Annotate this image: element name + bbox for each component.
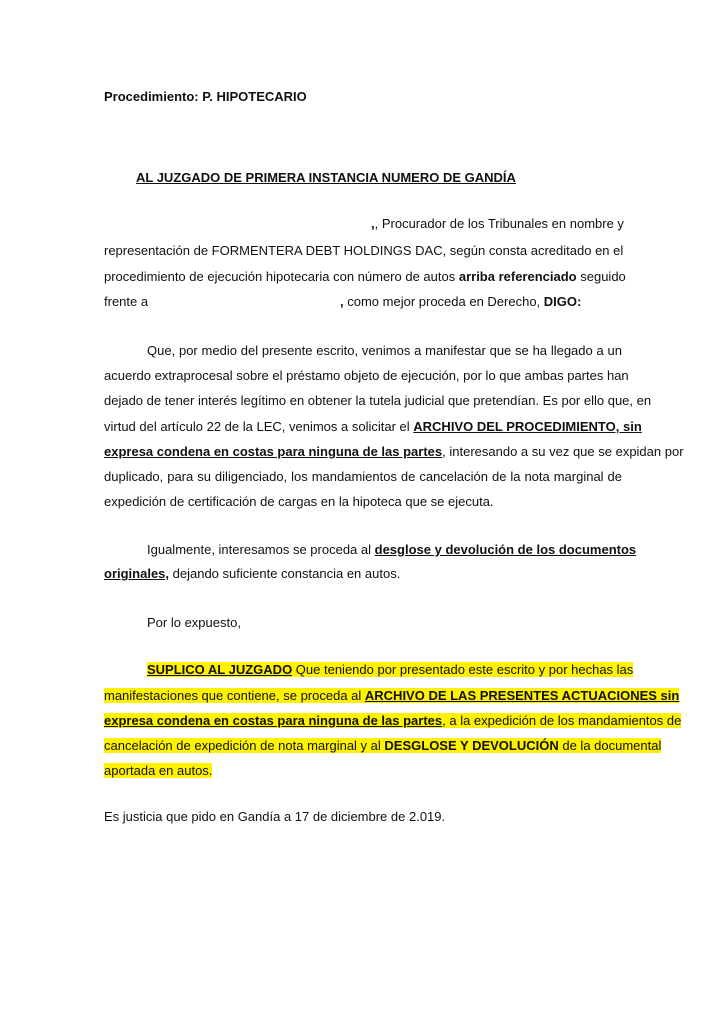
supplica-costs-clause: expresa condena en costas para ninguna de las partes bbox=[104, 713, 443, 728]
para1-line-5 bbox=[104, 444, 684, 460]
costs-clause: expresa condena en costas para ninguna de las partes bbox=[104, 444, 443, 459]
supplica-line-5-text: aportada en autos. bbox=[104, 763, 213, 778]
supplica-line-2a: manifestaciones que contiene, se proceda al bbox=[104, 688, 365, 703]
para2-line-1a: Igualmente, interesamos se proceda al bbox=[147, 542, 375, 557]
supplica-line-3 bbox=[104, 713, 682, 729]
para2-line-1 bbox=[147, 542, 637, 558]
para1-line-4 bbox=[104, 419, 642, 435]
court-title: AL JUZGADO DE PRIMERA INSTANCIA NUMERO DE GANDÍA bbox=[136, 170, 516, 185]
supplica-line-1b: Que teniendo por presentado este escrito y por hechas las bbox=[292, 662, 634, 677]
archive-request: ARCHIVO DEL PROCEDIMIENTO, sin bbox=[413, 419, 642, 434]
procedure-label: Procedimiento: bbox=[104, 89, 199, 104]
para1-line-1: Que, por medio del presente escrito, venimos a manifestar que se ha llegado a un bbox=[147, 343, 622, 358]
para1-line-3: dejado de tener interés legítimo en obtener la tutela judicial que pretendían. Es por ello que, en bbox=[104, 393, 652, 408]
intro-bold-ref: arriba referenciado bbox=[458, 269, 577, 284]
intro-line-4a: frente a bbox=[104, 294, 149, 309]
supplica-line-5 bbox=[104, 763, 622, 779]
intro-line-2: representación de FORMENTERA DEBT HOLDINGS DAC, según consta acreditado en el bbox=[104, 243, 624, 258]
intro-line-4c: como mejor proceda en Derecho, bbox=[347, 294, 544, 309]
desglose-devolucion: DESGLOSE Y DEVOLUCIÓN bbox=[384, 738, 559, 753]
desglose-request: desglose y devolución de los documentos bbox=[374, 542, 637, 557]
intro-line-1-text: , Procurador de los Tribunales en nombre y bbox=[374, 216, 624, 231]
supplica-line-3b: , a la expedición de los mandamientos de bbox=[442, 713, 682, 728]
para1-line-6: duplicado, para su diligenciado, los mandamientos de cancelación de la nota marginal de bbox=[104, 469, 622, 484]
supplica-line-1 bbox=[147, 662, 634, 678]
procedure-header bbox=[104, 89, 622, 105]
para2-line-2b: dejando suficiente constancia en autos. bbox=[169, 566, 401, 581]
para1-line-5b: , interesando a su vez que se expidan por bbox=[442, 444, 684, 459]
intro-line-3 bbox=[104, 269, 626, 285]
intro-comma: , bbox=[340, 294, 348, 309]
supplica-line-4a: cancelación de expedición de nota marginal y al bbox=[104, 738, 385, 753]
para2-line-2 bbox=[104, 566, 622, 582]
supplica-line-4c: de la documental bbox=[558, 738, 662, 753]
intro-line-1 bbox=[371, 216, 622, 232]
digo-label: DIGO: bbox=[543, 294, 582, 309]
suplico-label: SUPLICO AL JUZGADO bbox=[147, 662, 293, 677]
para1-line-7: expedición de certificación de cargas en la hipoteca que se ejecuta. bbox=[104, 494, 494, 509]
intro-line-4-rest bbox=[340, 294, 581, 310]
para1-line-4a: virtud del artículo 22 de la LEC, venimos a solicitar el bbox=[104, 419, 414, 434]
originales-word: originales, bbox=[104, 566, 170, 581]
supplica-line-2 bbox=[104, 688, 680, 704]
intro-line-3c: seguido bbox=[576, 269, 626, 284]
para1-line-2: acuerdo extraprocesal sobre el préstamo objeto de ejecución, por lo que ambas partes han bbox=[104, 368, 629, 383]
procedure-value: P. HIPOTECARIO bbox=[202, 89, 307, 104]
intro-line-4 bbox=[104, 294, 622, 310]
intro-line-3a: procedimiento de ejecución hipotecaria con número de autos bbox=[104, 269, 459, 284]
comma-mark: , bbox=[371, 216, 375, 231]
archive-actuaciones: ARCHIVO DE LAS PRESENTES ACTUACIONES sin bbox=[364, 688, 680, 703]
para3-line: Por lo expuesto, bbox=[147, 615, 241, 630]
supplica-line-4 bbox=[104, 738, 662, 754]
closing-line: Es justicia que pido en Gandía a 17 de diciembre de 2.019. bbox=[104, 809, 446, 824]
